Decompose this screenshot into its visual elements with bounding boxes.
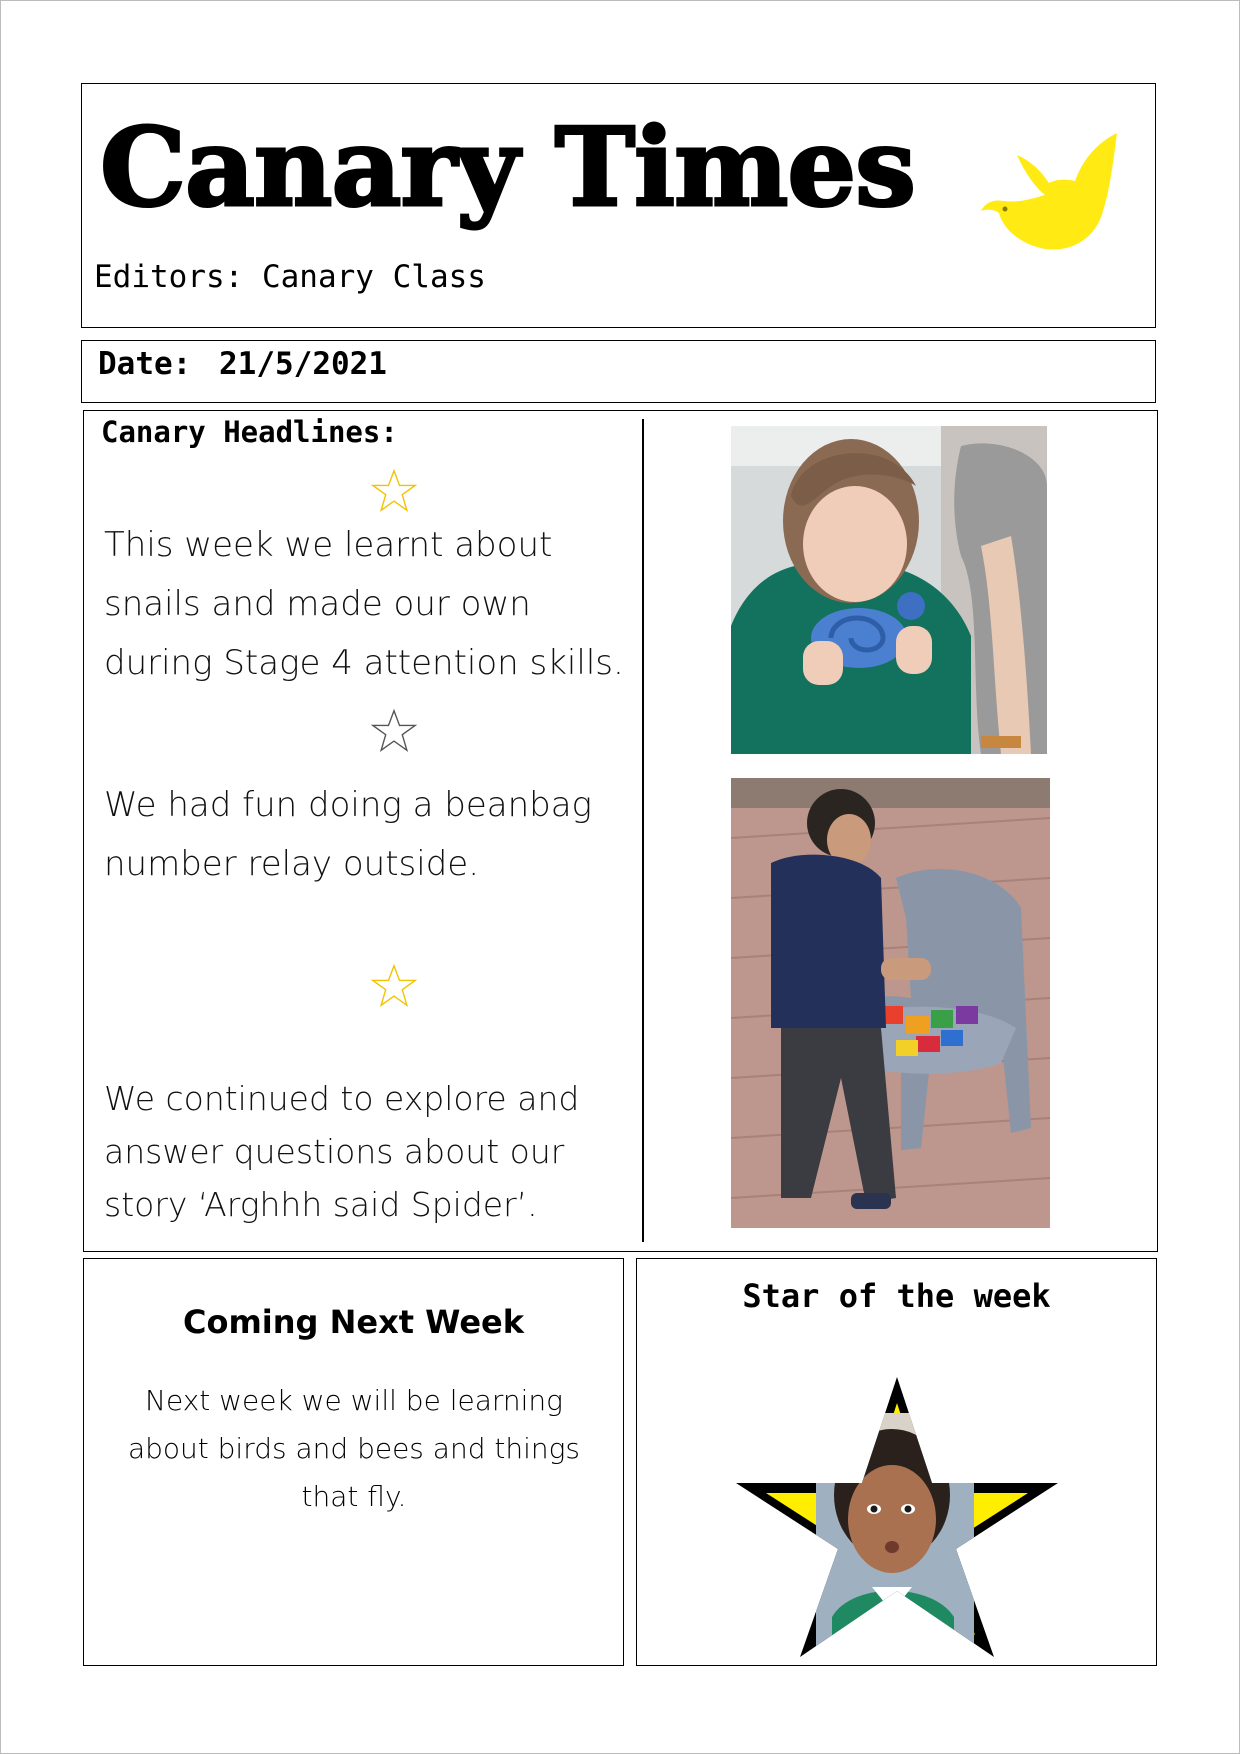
star-outline-icon xyxy=(371,468,417,514)
headline-story-3: We continued to explore and answer questions about our story ‘Arghhh said Spider’. xyxy=(104,1079,580,1224)
newsletter-title: Canary Times xyxy=(100,105,915,231)
snail-photo xyxy=(731,426,1047,754)
coming-next-week-text: Next week we will be learning about birds and bees and things that fly. xyxy=(127,1384,581,1513)
beanbag-photo xyxy=(731,778,1050,1228)
masthead xyxy=(81,83,1156,328)
headline-story-2: We had fun doing a beanbag number relay outside. xyxy=(104,785,592,884)
star-of-the-week-section xyxy=(636,1258,1157,1666)
date-label: Date: xyxy=(98,346,192,382)
canary-bird-icon xyxy=(979,129,1129,259)
headlines-section xyxy=(83,410,1158,1252)
date-value: 21/5/2021 xyxy=(219,346,387,382)
headline-story-1: This week we learnt about snails and made our own during Stage 4 attention skills. xyxy=(104,525,624,683)
column-divider xyxy=(642,419,644,1242)
editors-line: Editors: Canary Class xyxy=(94,259,486,295)
headlines-title: Canary Headlines: xyxy=(101,415,398,449)
date-bar xyxy=(81,340,1156,403)
coming-next-week-section xyxy=(83,1258,624,1666)
star-of-week-photo xyxy=(732,1377,1062,1657)
star-of-the-week-title: Star of the week xyxy=(742,1277,1051,1315)
coming-next-week-title: Coming Next Week xyxy=(182,1303,524,1341)
star-outline-icon xyxy=(371,963,417,1009)
star-outline-icon xyxy=(371,708,417,754)
